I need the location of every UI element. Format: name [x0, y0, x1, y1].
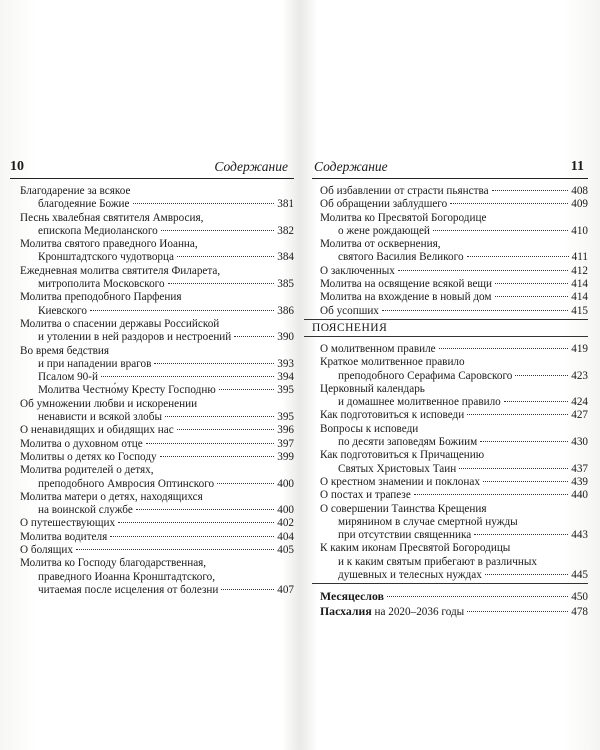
toc-entry-line: [20, 504, 294, 517]
toc-entry-suffix: на 2020–2036 годы: [371, 605, 465, 618]
dot-leader: [504, 401, 568, 402]
toc-entry-line: [20, 345, 294, 358]
toc-entry-title: Краткое молитвенное правило: [320, 356, 465, 369]
toc-entry: [20, 544, 294, 557]
dot-leader: [219, 389, 275, 390]
toc-entry-title: при отсутствии священника: [338, 529, 472, 542]
toc-entry-title: Молитва ко Господу благодарственная,: [20, 557, 207, 570]
section-heading: ПОЯСНЕНИЯ: [304, 319, 588, 337]
toc-entry-line: [20, 331, 294, 344]
dot-leader: [495, 283, 568, 284]
toc-entry-line: [20, 291, 294, 304]
toc-entry-title: Киевского: [38, 304, 87, 317]
toc-entry-line: [320, 185, 588, 198]
dot-leader: [177, 429, 275, 430]
toc-page-number: 384: [277, 251, 294, 264]
dot-leader: [168, 283, 275, 284]
toc-page-number: 415: [571, 304, 588, 317]
toc-entry: [20, 531, 294, 544]
toc-entry: [20, 238, 294, 265]
toc-page-number: 411: [571, 251, 588, 264]
toc-entry: [320, 503, 588, 543]
dot-leader: [221, 589, 274, 590]
toc-entry-title: епископа Медиоланского: [38, 224, 158, 237]
dot-leader: [118, 522, 274, 523]
dot-leader: [90, 310, 274, 311]
toc-entry-title: Молитва на вхождение в новый дом: [320, 291, 492, 304]
toc-entry-title: и при нападении врагов: [38, 357, 152, 370]
toc-entry-line: [320, 463, 588, 476]
toc-entry-line: [320, 436, 588, 449]
toc-entry-title: Псалом 90-й: [38, 371, 98, 384]
toc-entry-line: [320, 449, 588, 462]
toc-entry-title: Молитва о духовном отце: [20, 437, 143, 450]
toc-entry: [20, 517, 294, 530]
toc-entry-title: Молитва родителей о детях,: [20, 464, 154, 477]
toc-entry: [20, 451, 294, 464]
toc-entry-title: Молитва Честно́му Кресту Господню: [38, 384, 216, 397]
toc-entry-title: Как подготовиться к Причащению: [320, 449, 485, 462]
toc-entry-line: [320, 529, 588, 542]
toc-entry-line: [320, 590, 588, 604]
toc-entry: [320, 449, 588, 476]
toc-entry-title: Об избавлении от страсти пьянства: [320, 185, 489, 197]
right-page: [312, 158, 588, 619]
toc-entry-title: О ненавидящих и обидящих нас: [20, 424, 174, 437]
divider: [312, 583, 588, 584]
toc-entry-title: Вопросы к исповеди: [320, 422, 419, 435]
toc-entry-title: Во время бедствия: [20, 344, 110, 357]
running-title: Содержание: [314, 159, 388, 174]
toc-page-number: 423: [571, 369, 588, 382]
toc-entry-line: [320, 356, 588, 369]
toc-entry-line: [20, 238, 294, 251]
toc-entry-title: мирянином в случае смертной нужды: [338, 515, 518, 528]
toc-entry-title: Кронштадтского чудотворца: [38, 251, 174, 264]
dot-leader: [398, 270, 568, 271]
toc-page-number: 414: [571, 291, 588, 304]
toc-page-number: 393: [277, 357, 294, 370]
toc-entry-title: Молитва водителя: [20, 530, 108, 543]
toc-page-number: 427: [571, 409, 588, 422]
toc-entry: [20, 291, 294, 318]
toc-entry: [320, 343, 588, 356]
toc-entry-title: Как подготовиться к исповеди: [320, 409, 465, 422]
toc-entry: [320, 356, 588, 383]
toc-entry: [320, 291, 588, 304]
toc-list: [312, 343, 588, 582]
toc-entry: [20, 265, 294, 292]
toc-entry: [320, 423, 588, 450]
toc-entry-line: [320, 605, 588, 619]
toc-entry-line: [320, 396, 588, 409]
toc-entry-title: Святых Христовых Таин: [338, 462, 457, 475]
toc-entry-title: Молитва преподобного Парфения: [20, 291, 182, 304]
toc-list: [10, 185, 294, 597]
toc-entry-title: святого Василия Великого: [338, 251, 464, 264]
dot-leader: [483, 481, 568, 482]
running-title: Содержание: [214, 159, 288, 174]
toc-entry-title: Церковный календарь: [320, 382, 425, 395]
toc-entry-title: преподобного Серафима Саровского: [338, 369, 513, 382]
toc-entry: [20, 185, 294, 212]
dot-leader: [467, 611, 568, 612]
toc-entry-title: праведного Иоанна Кронштадтского,: [38, 570, 216, 583]
dot-leader: [165, 416, 274, 417]
toc-entry-line: [320, 489, 588, 502]
toc-entry-line: [320, 291, 588, 304]
toc-entry-line: [20, 584, 294, 597]
toc-entry: [20, 371, 294, 384]
toc-entry-title: Молитва на освящение всякой вещи: [320, 278, 493, 291]
toc-entry-title: О заключенных: [320, 264, 395, 277]
toc-page-number: 430: [571, 436, 588, 449]
toc-page-number: 439: [571, 475, 588, 488]
dot-leader: [414, 494, 568, 495]
toc-page-number: 395: [277, 411, 294, 424]
toc-entry: [320, 489, 588, 502]
toc-entry-title: читаемая после исцеления от болезни: [38, 583, 219, 596]
toc-entry-line: [320, 503, 588, 516]
toc-entry-title: ненависти и всякой злобы: [38, 411, 162, 424]
page-number: 10: [10, 159, 24, 174]
toc-page-number: 405: [277, 544, 294, 557]
toc-entry-line: [320, 225, 588, 238]
toc-page-number: 443: [571, 529, 588, 542]
toc-entry-line: [20, 305, 294, 318]
toc-entry-line: [20, 478, 294, 491]
dot-leader: [110, 536, 274, 537]
toc-entry: [320, 212, 588, 239]
toc-page-number: 412: [571, 264, 588, 277]
toc-page-number: 395: [277, 384, 294, 397]
toc-entry-line: [20, 411, 294, 424]
dot-leader: [382, 310, 568, 311]
toc-entry-title: О совершении Таинства Крещения: [320, 502, 487, 515]
toc-entry-line: [20, 544, 294, 557]
toc-entry-line: [320, 516, 588, 529]
toc-page-number: 404: [277, 530, 294, 543]
toc-entry-line: [320, 409, 588, 422]
toc-entry-title: О молитвенном правиле: [320, 342, 436, 355]
toc-entry: [20, 212, 294, 239]
toc-entry: [320, 305, 588, 318]
toc-entry-title: о жене рождающей: [338, 224, 430, 237]
toc-entry-title: Молитва от осквернения,: [320, 238, 441, 251]
toc-entry: [320, 278, 588, 291]
toc-entry-line: [320, 198, 588, 211]
toc-page-number: 400: [277, 504, 294, 517]
toc-entry-line: [320, 370, 588, 383]
toc-entry-title: Месяцеслов: [320, 589, 384, 604]
toc-entry: [20, 424, 294, 437]
toc-entry: [20, 398, 294, 425]
toc-entry-title: Песнь хвалебная святителя Амвросия,: [20, 211, 204, 224]
toc-entry-line: [20, 464, 294, 477]
toc-entry-line: [20, 358, 294, 371]
toc-entry-line: [320, 305, 588, 318]
toc-page-number: 407: [277, 583, 294, 596]
toc-entry-title: К каким иконам Пресвятой Богородицы: [320, 542, 511, 555]
toc-entry: [20, 438, 294, 451]
toc-entry-line: [320, 383, 588, 396]
toc-entry-title: Об умножении любви и искоренении: [20, 397, 198, 410]
toc-entry-title: и домашнее молитвенное правило: [338, 396, 501, 409]
dot-leader: [177, 256, 274, 257]
toc-entry-line: [20, 251, 294, 264]
toc-entry-line: [320, 251, 588, 264]
toc-entry-title: Молитва ко Пресвятой Богородице: [320, 211, 487, 224]
toc-page-number: 396: [277, 424, 294, 437]
toc-entry-title: О крестном знамении и поклонах: [320, 475, 480, 488]
toc-page-number: 390: [277, 331, 294, 344]
toc-entry-line: [20, 451, 294, 464]
toc-entry-line: [320, 569, 588, 582]
dot-leader: [450, 203, 568, 204]
toc-entry-line: [20, 318, 294, 331]
toc-page-number: 400: [277, 477, 294, 490]
toc-entry-line: [20, 265, 294, 278]
toc-page-number: 424: [571, 396, 588, 409]
toc-entry: [320, 383, 588, 410]
running-head: [10, 158, 294, 179]
left-page: [10, 158, 294, 597]
toc-entry-title: Молитва о спасении державы Российской: [20, 317, 220, 330]
toc-entry-line: [20, 531, 294, 544]
toc-entry-line: [20, 491, 294, 504]
toc-entry-line: [20, 185, 294, 198]
toc-entry-title: Молитва матери о детях, находящихся: [20, 490, 203, 503]
toc-entry-line: [20, 225, 294, 238]
toc-entry-title: Ежедневная молитва святителя Филарета,: [20, 264, 221, 277]
toc-page-number: 440: [571, 489, 588, 502]
toc-entry-title: по десяти заповедям Божиим: [338, 436, 478, 449]
dot-leader: [492, 190, 569, 191]
toc-entry-line: [20, 198, 294, 211]
toc-entry: [20, 557, 294, 597]
toc-entry: [20, 384, 294, 397]
toc-entry-title: Молитвы о детях ко Господу: [20, 450, 157, 463]
toc-page-number: 399: [277, 450, 294, 463]
toc-entry-line: [320, 278, 588, 291]
toc-entry-line: [20, 212, 294, 225]
toc-page-number: 410: [571, 224, 588, 237]
toc-entry-line: [320, 265, 588, 278]
running-head: [312, 158, 588, 179]
dot-leader: [217, 483, 274, 484]
toc-entry-line: [20, 571, 294, 584]
toc-entry-title: благодеяние Божие: [38, 198, 130, 211]
dot-leader: [467, 256, 569, 257]
toc-entry: [20, 464, 294, 491]
toc-entry-title: О болящих: [20, 544, 73, 557]
dot-leader: [515, 375, 568, 376]
dot-leader: [485, 574, 568, 575]
dot-leader: [136, 509, 274, 510]
toc-page-number: 419: [571, 342, 588, 355]
toc-entry-line: [20, 278, 294, 291]
toc-entry-line: [20, 371, 294, 384]
toc-entry-title: О путешествующих: [20, 517, 116, 530]
toc-list: [312, 185, 588, 318]
toc-entry-line: [320, 423, 588, 436]
dot-leader: [234, 336, 274, 337]
toc-entry-line: [320, 542, 588, 555]
toc-entry-line: [320, 556, 588, 569]
toc-entry-line: [320, 343, 588, 356]
dot-leader: [133, 203, 275, 204]
toc-entry: [320, 590, 588, 604]
toc-entry-title: О постах и трапезе: [320, 489, 411, 502]
dot-leader: [439, 348, 569, 349]
toc-entry-line: [20, 398, 294, 411]
toc-entry-title: Пасхалия: [320, 603, 372, 618]
toc-entry: [320, 185, 588, 198]
toc-page-number: 409: [571, 198, 588, 211]
toc-entry-title: митрополита Московского: [38, 278, 165, 291]
toc-entry-title: душевных и телесных нуждах: [338, 569, 482, 582]
toc-entry-title: и к каким святым прибегают в различных: [338, 555, 537, 568]
toc-entry: [320, 542, 588, 582]
dot-leader: [467, 414, 568, 415]
toc-page-number: 382: [277, 224, 294, 237]
toc-list: [312, 590, 588, 619]
dot-leader: [101, 376, 274, 377]
toc-page-number: 408: [571, 185, 588, 197]
toc-entry-title: Об усопших: [320, 304, 379, 317]
toc-entry-line: [320, 212, 588, 225]
dot-leader: [480, 441, 568, 442]
toc-page-number: 381: [277, 198, 294, 211]
toc-entry-line: [20, 384, 294, 397]
toc-entry-line: [20, 438, 294, 451]
toc-entry-title: Благодарение за всякое: [20, 185, 131, 197]
dot-leader: [433, 230, 568, 231]
page-number: 11: [570, 159, 584, 174]
toc-entry: [320, 409, 588, 422]
toc-entry-title: преподобного Амвросия Оптинского: [38, 477, 215, 490]
toc-page-number: 394: [277, 371, 294, 384]
toc-page-number: 437: [571, 462, 588, 475]
toc-page-number: 385: [277, 278, 294, 291]
dot-leader: [474, 534, 568, 535]
dot-leader: [160, 456, 275, 457]
toc-entry-line: [20, 517, 294, 530]
toc-entry-title: Молитва святого праведного Иоанна,: [20, 238, 198, 251]
toc-page-number: 478: [571, 605, 588, 618]
toc-page-number: 397: [277, 437, 294, 450]
toc-entry: [20, 491, 294, 518]
toc-entry-line: [20, 557, 294, 570]
toc-entry: [320, 238, 588, 265]
toc-entry-title: и утолении в ней раздоров и нестроений: [38, 331, 232, 344]
toc-entry: [20, 345, 294, 372]
toc-entry: [20, 318, 294, 345]
toc-entry-title: на воинской службе: [38, 504, 133, 517]
toc-page-number: 402: [277, 517, 294, 530]
dot-leader: [76, 549, 274, 550]
toc-page-number: 386: [277, 304, 294, 317]
dot-leader: [146, 443, 274, 444]
toc-page-number: 450: [571, 591, 588, 604]
toc-entry-line: [320, 238, 588, 251]
toc-entry-line: [320, 476, 588, 489]
toc-page-number: 414: [571, 278, 588, 291]
dot-leader: [387, 596, 568, 597]
toc-entry: [320, 198, 588, 211]
dot-leader: [154, 363, 274, 364]
dot-leader: [495, 296, 569, 297]
toc-page-number: 445: [571, 569, 588, 582]
toc-entry-title: Об обращении заблудшего: [320, 198, 448, 211]
toc-entry-line: [20, 424, 294, 437]
toc-entry: [320, 476, 588, 489]
toc-entry: [320, 265, 588, 278]
toc-entry: [320, 605, 588, 619]
dot-leader: [161, 230, 274, 231]
dot-leader: [459, 468, 568, 469]
